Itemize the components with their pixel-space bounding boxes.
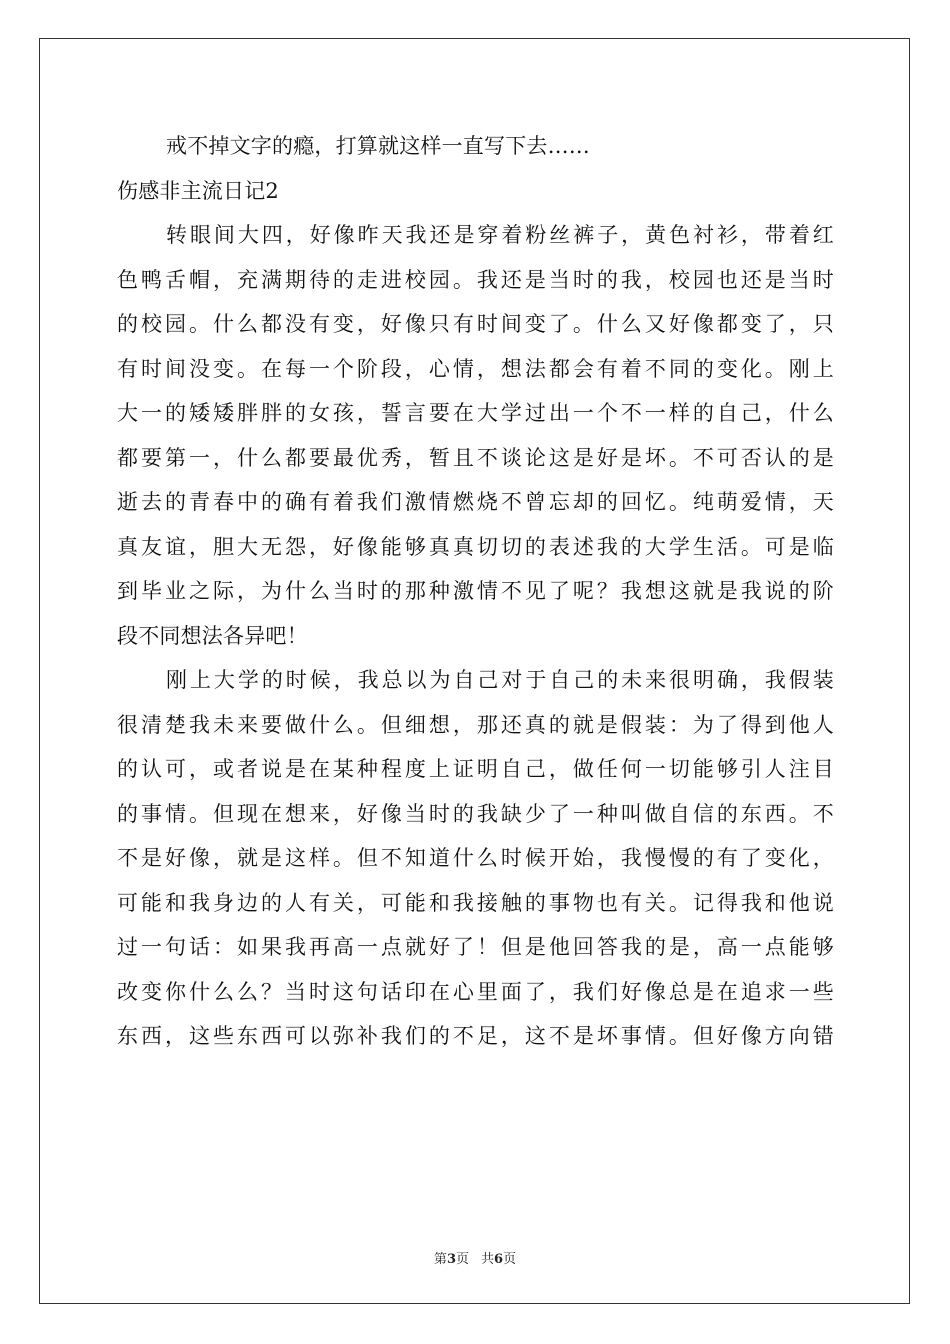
page-prefix: 第 bbox=[433, 1252, 447, 1267]
page-suffix: 页 bbox=[455, 1252, 469, 1267]
paragraph-line: 段不同想法各异吧！ bbox=[117, 623, 308, 648]
paragraph-line: 大一的矮矮胖胖的女孩，誓言要在大学过出一个不一样的自己，什么 bbox=[117, 401, 834, 425]
paragraph-line: 真友谊，胆大无怨，好像能够真真切切的表述我的大学生活。可是临 bbox=[117, 534, 834, 559]
document-body bbox=[117, 124, 834, 1059]
total-prefix: 共 bbox=[481, 1252, 495, 1267]
paragraph-line: 有时间没变。在每一个阶段，心情，想法都会有着不同的变化。刚上 bbox=[117, 356, 834, 381]
paragraph-line: 刚上大学的时候，我总以为自己对于自己的未来很明确，我假装 bbox=[166, 668, 834, 692]
paragraph-line: 东西，这些东西可以弥补我们的不足，这不是坏事情。但好像方向错 bbox=[117, 1024, 834, 1048]
paragraph-line: 很清楚我未来要做什么。但细想，那还真的就是假装：为了得到他人 bbox=[117, 712, 834, 737]
paragraph-line: 都要第一，什么都要最优秀，暂且不谈论这是好是坏。不可否认的是 bbox=[117, 445, 834, 470]
paragraph-line: 的校园。什么都没有变，好像只有时间变了。什么又好像都变了，只 bbox=[117, 312, 834, 336]
total-suffix: 页 bbox=[503, 1252, 517, 1267]
paragraph-line: 的事情。但现在想来，好像当时的我缺少了一种叫做自信的东西。不 bbox=[117, 801, 834, 826]
page-footer bbox=[0, 1248, 950, 1267]
paragraph-line: 可能和我身边的人有关，可能和我接触的事物也有关。记得我和他说 bbox=[117, 890, 834, 915]
paragraph-line: 戒不掉文字的瘾，打算就这样一直写下去…… bbox=[166, 134, 590, 158]
total-pages: 6 bbox=[494, 1252, 504, 1267]
page-current: 3 bbox=[446, 1252, 456, 1267]
paragraph-line: 的认可，或者说是在某种程度上证明自己，做任何一切能够引人注目 bbox=[117, 757, 834, 781]
paragraph-line: 改变你什么么？当时这句话印在心里面了，我们好像总是在追求一些 bbox=[117, 979, 834, 1004]
paragraph-line: 逝去的青春中的确有着我们激情燃烧不曾忘却的回忆。纯萌爱情，天 bbox=[117, 490, 834, 514]
paragraph-line: 不是好像，就是这样。但不知道什么时候开始，我慢慢的有了变化， bbox=[117, 846, 834, 870]
paragraph-line: 转眼间大四，好像昨天我还是穿着粉丝裤子，黄色衬衫，带着红 bbox=[166, 223, 834, 247]
paragraph-line: 过一句话：如果我再高一点就好了！但是他回答我的是，高一点能够 bbox=[117, 935, 834, 959]
paragraph-line: 到毕业之际，为什么当时的那种激情不见了呢？我想这就是我说的阶 bbox=[117, 579, 834, 603]
paragraph-line: 色鸭舌帽，充满期待的走进校园。我还是当时的我，校园也还是当时 bbox=[117, 267, 834, 292]
section-title: 伤感非主流日记2 bbox=[117, 178, 279, 203]
